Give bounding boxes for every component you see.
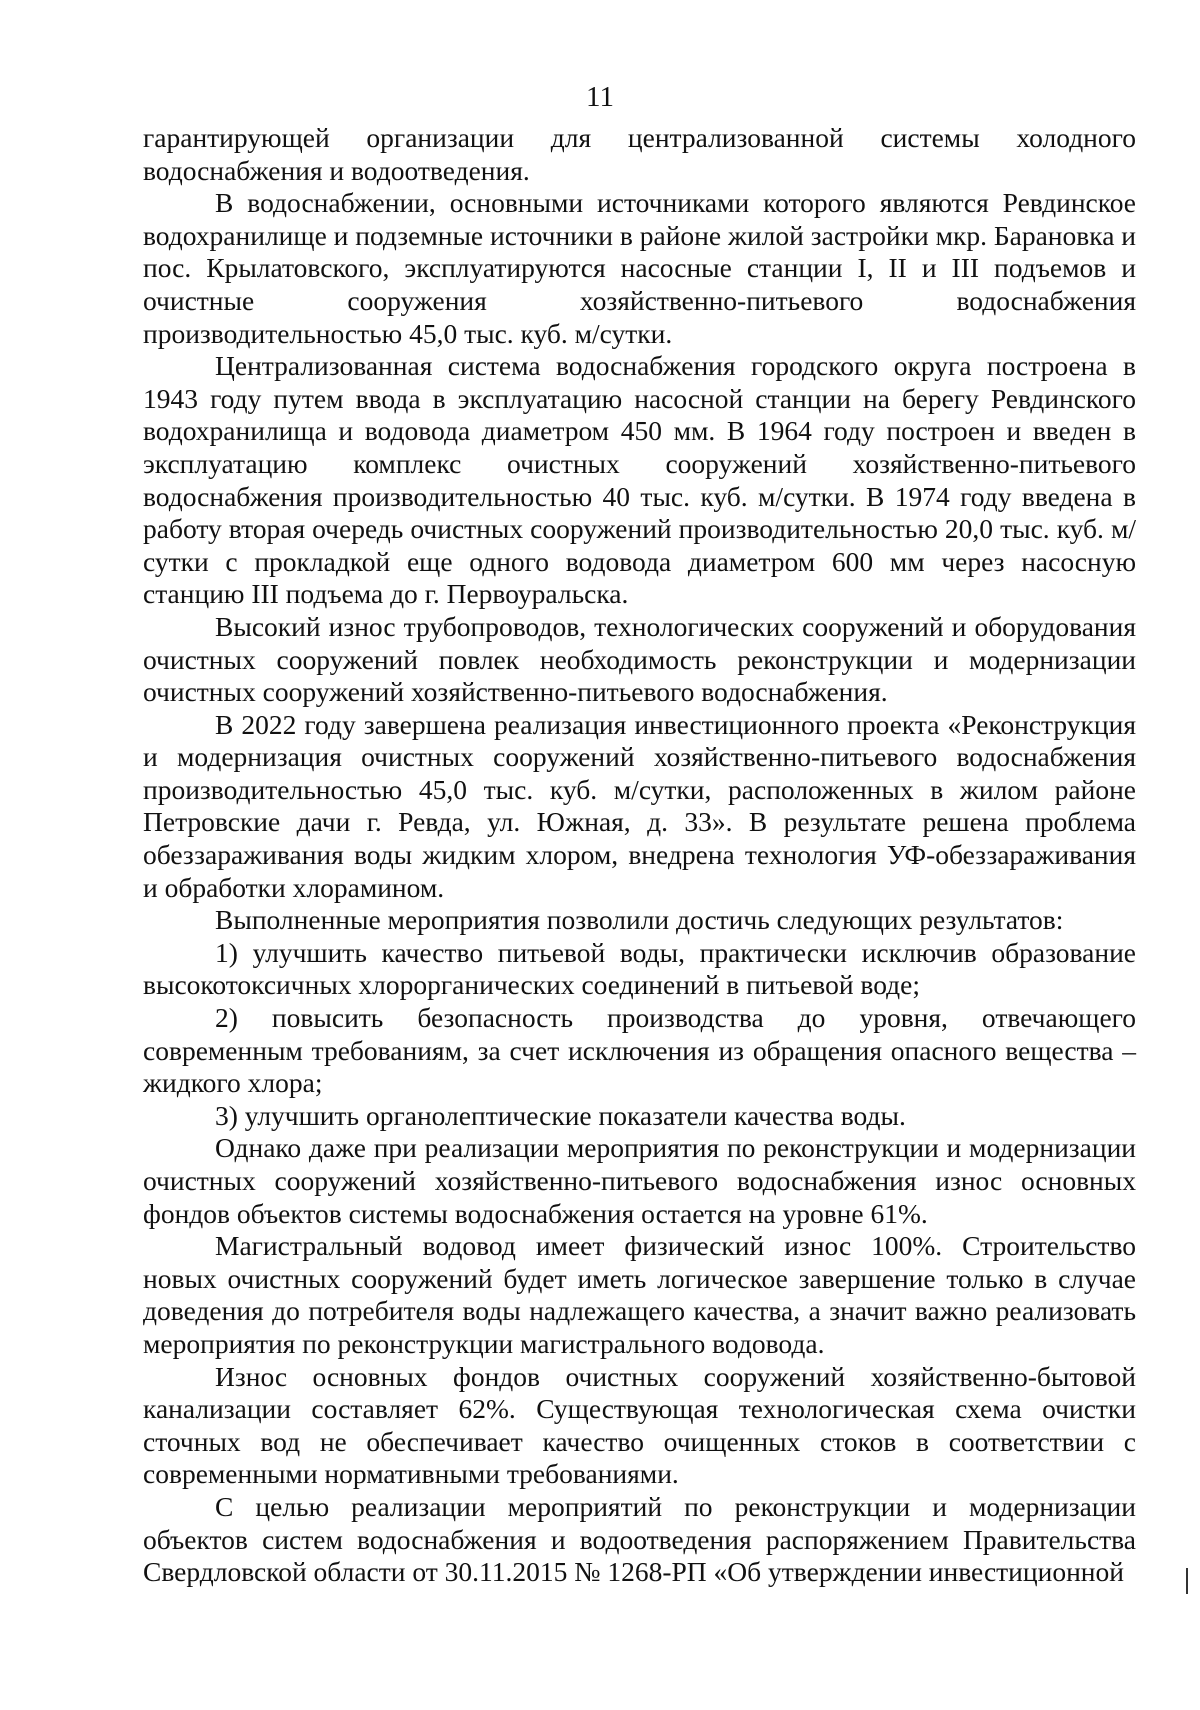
paragraph-water-sources: В водоснабжении, основными источниками которого являются Ревдинское водохранилище и подземные источники в районе жилой застройки мкр. Барановка и пос. Крылатовского, эксплуатируются насосные станции I, II и III подъемов и очистные сооружения хозяйственно-питьевого водоснабжения производительностью 45,0 тыс. куб. м/сутки.: [143, 187, 1136, 349]
paragraph-sewerage-wear: Износ основных фондов очистных сооружений хозяйственно-бытовой канализации составляет 62%. Существующая технологическая схема очистки сточных вод не обеспечивает качество очищенных стоков в соответствии с современными нормативными требованиями.: [143, 1360, 1136, 1490]
paragraph-government-order: С целью реализации мероприятий по реконструкции и модернизации объектов систем водоснабжения и водоотведения распоряжением Правительства Свердловской области от 30.11.2015 № 1268-РП «Об утверждении инвестиционной: [143, 1490, 1136, 1588]
list-item-result-2: 2) повысить безопасность производства до уровня, отвечающего современным требованиям, за счет исключения из обращения опасного вещества – жидкого хлора;: [143, 1002, 1136, 1099]
list-item-result-1: 1) улучшить качество питьевой воды, практически исключив образование высокотоксичных хлорорганических соединений в питьевой воде;: [143, 936, 1136, 1001]
paragraph-main-pipeline: Магистральный водовод имеет физический износ 100%. Строительство новых очистных сооружений будет иметь логическое завершение только в случае доведения до потребителя воды надлежащего качества, а значит важно реализовать мероприятия по реконструкции магистрального водовода.: [143, 1230, 1136, 1359]
paragraph-wear-and-reconstruction: Высокий износ трубопроводов, технологических сооружений и оборудования очистных сооружений повлек необходимость реконструкции и модернизации очистных сооружений хозяйственно-питьевого водоснабжения.: [143, 610, 1136, 708]
scan-margin-mark: [1186, 1568, 1188, 1594]
paragraph-remaining-wear: Однако даже при реализации мероприятия по реконструкции и модернизации очистных сооружений хозяйственно-питьевого водоснабжения износ основных фондов объектов системы водоснабжения остается на уровне 61%.: [143, 1132, 1136, 1229]
page-number: 11: [586, 81, 614, 113]
paragraph-project-2022: В 2022 году завершена реализация инвестиционного проекта «Реконструкция и модернизация очистных сооружений хозяйственно-питьевого водоснабжения производительностью 45,0 тыс. куб. м/сутки, расположенных в жилом районе Петровские дачи г. Ревда, ул. Южная, д. 33». В результате решена проблема обеззараживания воды жидким хлором, внедрена технология УФ-обеззараживания и обработки хлорамином.: [143, 708, 1136, 903]
paragraph-results-intro: Выполненные мероприятия позволили достичь следующих результатов:: [215, 904, 1064, 936]
paragraph-system-history: Централизованная система водоснабжения городского округа построена в 1943 году путем ввода в эксплуатацию насосной станции на берегу Ревдинского водохранилища и водовода диаметром 450 мм. В 1964 году построен и введен в эксплуатацию комплекс очистных сооружений хозяйственно-питьевого водоснабжения производительностью 40 тыс. куб. м/сутки. В 1974 году введена в работу вторая очередь очистных сооружений производительностью 20,0 тыс. куб. м/сутки с прокладкой еще одного водовода диаметром 600 мм через насосную станцию III подъема до г. Первоуральска.: [143, 350, 1136, 610]
list-item-result-3: 3) улучшить органолептические показатели качества воды.: [215, 1099, 906, 1131]
document-body: [143, 122, 1136, 1589]
paragraph-continuation: гарантирующей организации для централизованной системы холодного водоснабжения и водоотведения.: [143, 122, 1136, 186]
